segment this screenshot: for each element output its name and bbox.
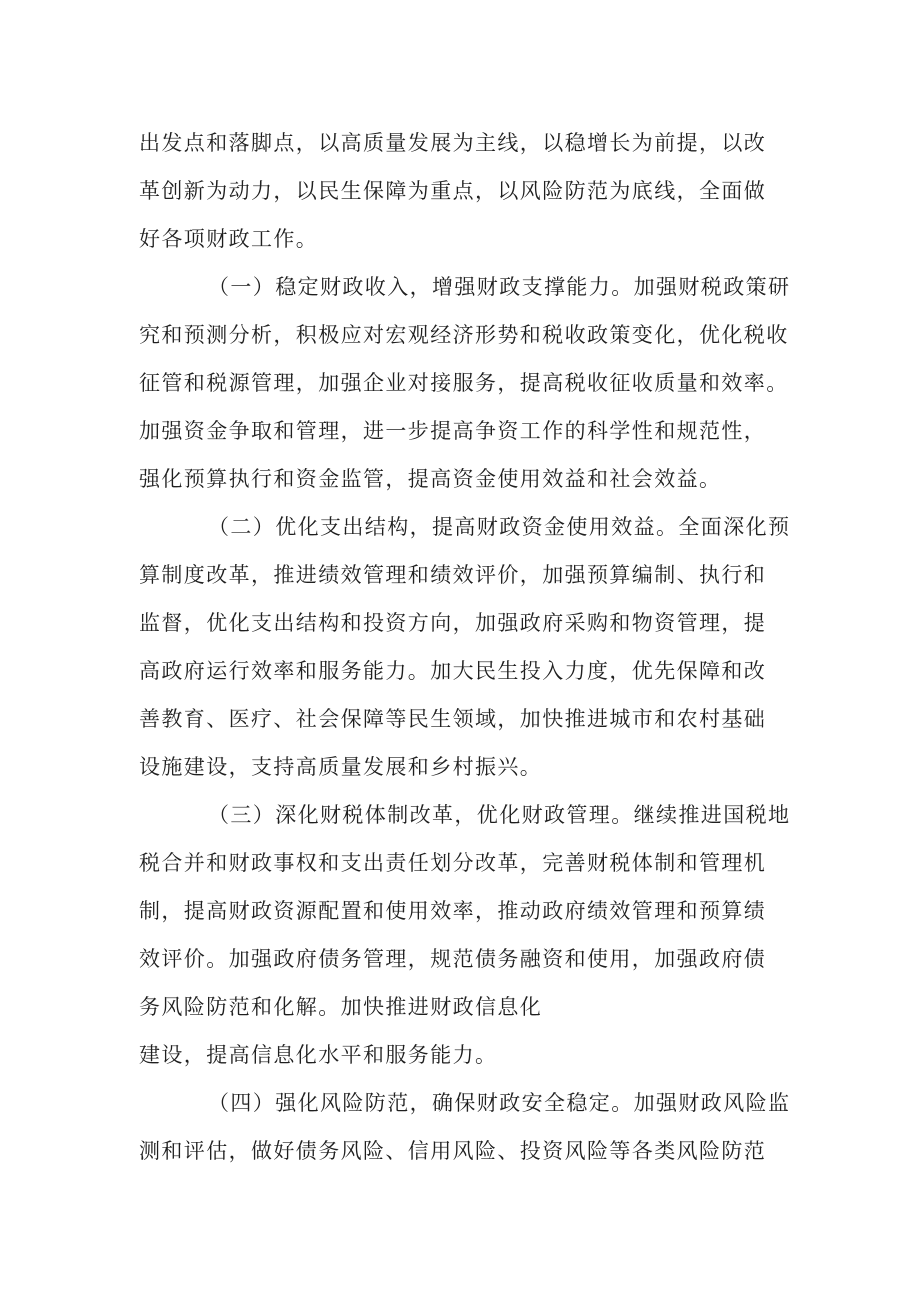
text-line: 税合并和财政事权和支出责任划分改革，完善财税体制和管理机 <box>139 851 767 875</box>
text-line: 高政府运行效率和服务能力。加大民生投入力度，优先保障和改 <box>139 659 767 683</box>
text-line: 究和预测分析，积极应对宏观经济形势和税收政策变化，优化税收 <box>139 323 789 347</box>
text-line: 征管和税源管理，加强企业对接服务，提高税收征收质量和效率。 <box>139 371 789 395</box>
paragraph-heading-2: （二）优化支出结构，提高财政资金使用效益。全面深化预 <box>208 515 791 539</box>
paragraph-heading-1: （一）稳定财政收入，增强财政支撑能力。加强财税政策研 <box>208 275 791 299</box>
text-line: 善教育、医疗、社会保障等民生领域，加快推进城市和农村基础 <box>139 707 767 731</box>
text-line: 好各项财政工作。 <box>139 227 319 251</box>
text-line: 设施建设，支持高质量发展和乡村振兴。 <box>139 755 543 779</box>
text-line: 出发点和落脚点，以高质量发展为主线，以稳增长为前提，以改 <box>139 131 767 155</box>
paragraph-heading-3: （三）深化财税体制改革，优化财政管理。继续推进国税地 <box>208 803 791 827</box>
text-line: 建设，提高信息化水平和服务能力。 <box>139 1043 498 1067</box>
text-line: 务风险防范和化解。加快推进财政信息化 <box>139 995 543 1019</box>
text-line: 强化预算执行和资金监管，提高资金使用效益和社会效益。 <box>139 467 722 491</box>
text-line: 测和评估，做好债务风险、信用风险、投资风险等各类风险防范 <box>139 1139 767 1163</box>
text-line: 加强资金争取和管理，进一步提高争资工作的科学性和规范性， <box>139 419 767 443</box>
paragraph-heading-4: （四）强化风险防范，确保财政安全稳定。加强财政风险监 <box>208 1091 791 1115</box>
text-line: 效评价。加强政府债务管理，规范债务融资和使用，加强政府债 <box>139 947 767 971</box>
text-line: 算制度改革，推进绩效管理和绩效评价，加强预算编制、执行和 <box>139 563 767 587</box>
text-line: 制，提高财政资源配置和使用效率，推动政府绩效管理和预算绩 <box>139 899 767 923</box>
text-line: 革创新为动力，以民生保障为重点，以风险防范为底线，全面做 <box>139 179 767 203</box>
text-line: 监督，优化支出结构和投资方向，加强政府采购和物资管理，提 <box>139 611 767 635</box>
